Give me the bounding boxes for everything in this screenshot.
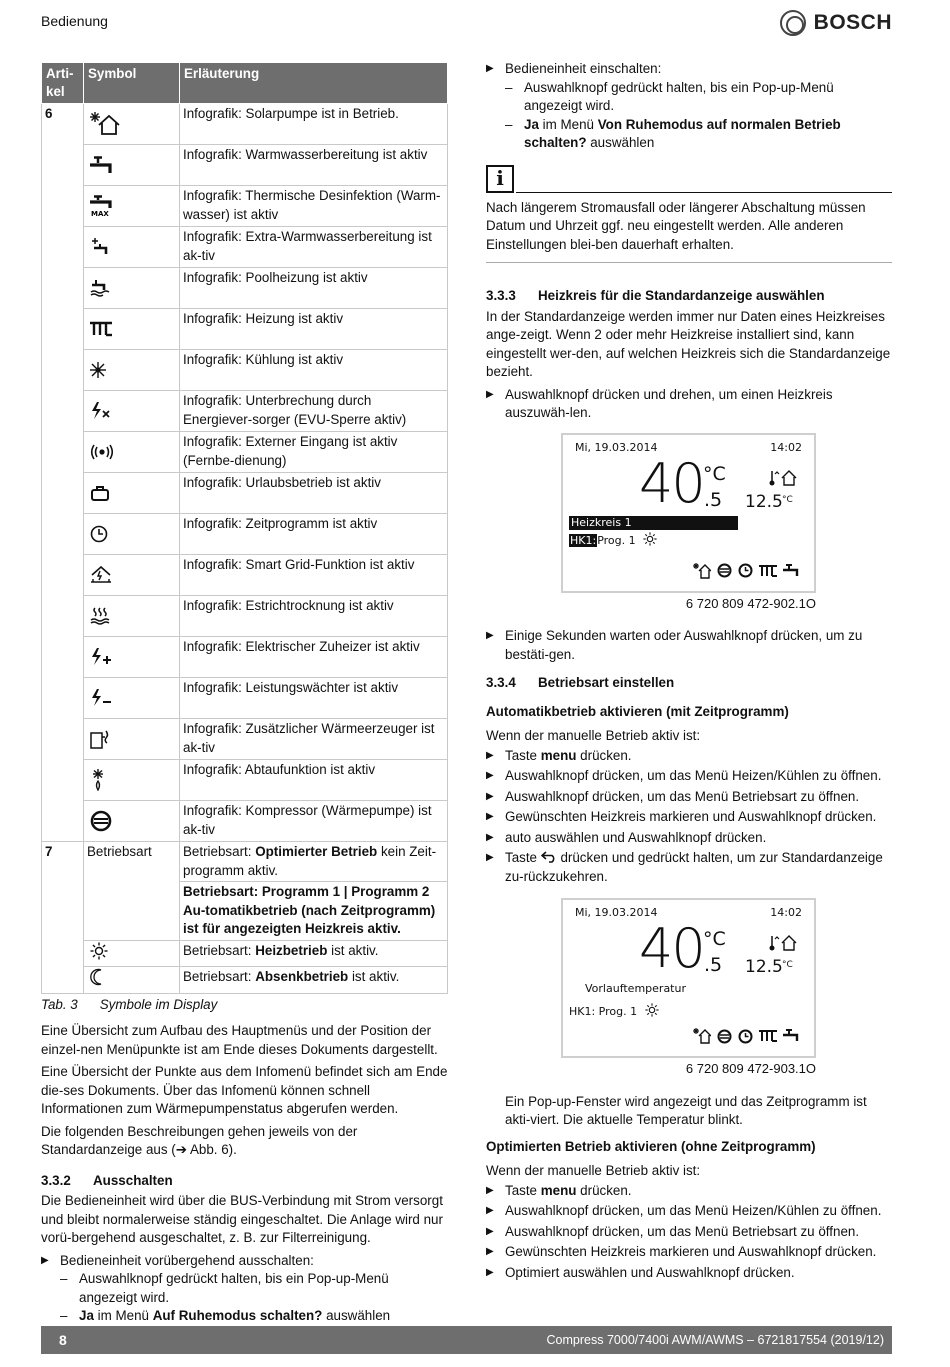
divider <box>516 192 892 193</box>
paragraph: Die Bedieneinheit wird über die BUS-Verbindung mit Strom versorgt und bleibt normalerweise ständig eingeschaltet. Die Anlage wird nur vorü-bergehend ausgeschaltet, z. B. zur Filterreinigung. <box>41 1193 443 1245</box>
dash-item: – Ja im Menü Auf Ruhemodus schalten? auswählen <box>41 1307 448 1326</box>
display-status-icons <box>693 563 801 579</box>
bullet-item: ▶ Auswahlknopf drücken, um das Menü Heizen/Kühlen zu öffnen. <box>486 1202 892 1221</box>
page-footer <box>41 1326 892 1354</box>
section-heading: 3.3.3 Heizkreis für die Standardanzeige auswählen <box>486 288 825 303</box>
clock-icon <box>738 1029 753 1044</box>
sub-heading: Automatikbetrieb aktivieren (mit Zeitprogramm) <box>486 703 789 719</box>
snowflake-icon <box>87 351 176 389</box>
clock-icon <box>738 563 753 578</box>
paragraph: In der Standardanzeige werden immer nur Daten eines Heizkreises ange-zeigt. Wenn 2 oder mehr Heizkreise installiert sind, kann eingestellt wer-den, auf welchen Heizkreis sich die Standardanzeige bezieht. <box>486 308 891 379</box>
controller-display-2 <box>561 898 816 1058</box>
page-number: 8 <box>59 1331 67 1348</box>
dash-item: – Auswahlknopf gedrückt halten, bis ein Pop-up-Menü angezeigt wird. <box>486 79 892 116</box>
table-row <box>42 596 448 637</box>
table-row <box>42 555 448 596</box>
table-row <box>42 967 448 994</box>
explanation: Infografik: Kühlung ist aktiv <box>180 350 448 391</box>
explanation: Infografik: Smart Grid-Funktion ist aktiv <box>180 555 448 596</box>
svg-text:MAX: MAX <box>91 210 109 217</box>
article-number: 7 <box>42 842 84 994</box>
defrost-icon <box>87 761 176 799</box>
document-id: Compress 7000/7400i AWM/AWMS – 6721817554 (2019/12) <box>546 1332 884 1347</box>
symbol-cell <box>84 555 180 596</box>
compressor-icon <box>87 802 176 840</box>
solar-pump-icon <box>693 563 711 579</box>
dash-item: – Auswahlknopf gedrückt halten, bis ein Pop-up-Menü angezeigt wird. <box>41 1270 448 1307</box>
table-row <box>42 637 448 678</box>
explanation: Infografik: Abtaufunktion ist aktiv <box>180 760 448 801</box>
table-row <box>42 227 448 268</box>
bullet-item: ▶ Auswahlknopf drücken, um das Menü Betriebsart zu öffnen. <box>486 1223 892 1242</box>
symbol-cell <box>84 104 180 145</box>
display-time: 14:02 <box>770 440 802 454</box>
explanation: Infografik: Zusätzlicher Wärmeerzeuger ist ak-tiv <box>180 719 448 760</box>
symbol-cell <box>84 719 180 760</box>
display-temperature: 40 <box>639 917 704 980</box>
header-section: Bedienung <box>41 13 108 29</box>
tap-extra-icon <box>87 228 176 266</box>
display-selected-circuit: Heizkreis 1 <box>569 516 738 530</box>
bullet-item: ▶ Gewünschten Heizkreis markieren und Auswahlknopf drücken. <box>486 1243 892 1262</box>
extra-heater-icon <box>87 720 176 758</box>
tap-max-icon <box>87 187 176 225</box>
symbol-cell <box>84 514 180 555</box>
bullet-item: ▶ Bedieneinheit einschalten: <box>486 60 892 79</box>
table-row <box>42 350 448 391</box>
explanation: Betriebsart: Optimierter Betrieb kein Zeit-programm aktiv. <box>180 842 448 882</box>
symbol-cell <box>84 596 180 637</box>
explanation: Infografik: Heizung ist aktiv <box>180 309 448 350</box>
symbol-cell <box>84 145 180 186</box>
tap-water-icon <box>783 564 801 578</box>
bullet-item: ▶ Bedieneinheit vorübergehend ausschalten: <box>41 1252 448 1271</box>
explanation: Infografik: Urlaubsbetrieb ist aktiv <box>180 473 448 514</box>
paragraph: Die folgenden Beschreibungen gehen jeweils von der Standardanzeige aus (➔ Abb. 6). <box>41 1123 358 1157</box>
section-heading: 3.3.4 Betriebsart einstellen <box>486 675 675 690</box>
bullet-item: ▶ Auswahlknopf drücken, um das Menü Heizen/Kühlen zu öffnen. <box>486 767 892 786</box>
symbol-cell <box>84 678 180 719</box>
explanation: Infografik: Kompressor (Wärmepumpe) ist ak-tiv <box>180 801 448 842</box>
symbol-cell <box>84 967 180 994</box>
solar-pump-icon <box>693 1028 711 1044</box>
explanation: Betriebsart: Absenkbetrieb ist aktiv. <box>180 967 448 994</box>
bullet-item: ▶ Optimiert auswählen und Auswahlknopf drücken. <box>486 1264 892 1283</box>
bullet-item: ▶ Auswahlknopf drücken und drehen, um einen Heizkreis auszuwäh-len. <box>486 386 892 423</box>
electric-plus-icon <box>87 638 176 676</box>
sun-icon <box>645 1003 659 1017</box>
table-row <box>42 104 448 145</box>
compressor-icon <box>717 563 732 578</box>
symbol-cell <box>84 637 180 678</box>
smart-grid-icon <box>87 556 176 594</box>
tap-water-icon <box>87 146 176 184</box>
solar-pump-icon <box>87 105 176 143</box>
display-temperature: 40 <box>639 451 704 515</box>
symbol-cell <box>84 350 180 391</box>
explanation: Infografik: Unterbrechung durch Energiever-sorger (EVU-Sperre aktiv) <box>180 391 448 432</box>
table-row <box>42 309 448 350</box>
table-row <box>42 432 448 473</box>
symbol-cell <box>84 227 180 268</box>
sun-icon <box>90 942 108 960</box>
pool-icon <box>87 269 176 307</box>
table-row <box>42 514 448 555</box>
bullet-item: ▶ Einige Sekunden warten oder Auswahlknopf drücken, um zu bestäti-gen. <box>486 627 892 664</box>
display-time: 14:02 <box>770 906 802 919</box>
table-row <box>42 842 448 882</box>
display-outdoor-temp: 12.5 <box>745 957 783 977</box>
display-unit: °C <box>703 462 726 485</box>
controller-display-1 <box>561 433 816 593</box>
table-row <box>42 186 448 227</box>
bullet-item: ▶ auto auswählen und Auswahlknopf drücken. <box>486 829 892 848</box>
display-decimal: .5 <box>704 954 723 976</box>
paragraph: Eine Übersicht zum Aufbau des Hauptmenüs und der Position der einzel-nen Menüpunkte ist am Ende dieses Dokuments dargestellt. <box>41 1023 438 1057</box>
article-number: 6 <box>42 104 84 842</box>
thermometer-house-icon <box>768 934 798 952</box>
table-row <box>42 473 448 514</box>
note-text: Nach längerem Stromausfall oder längerer Abschaltung müssen Datum und Uhrzeit ggf. neu eingestellt werden. Alle anderen Einstellungen blei-ben dauerhaft erhalten. <box>486 193 892 264</box>
display-outdoor-unit: °C <box>782 494 793 505</box>
display-status-icons <box>693 1028 801 1044</box>
explanation: Betriebsart: Programm 1 | Programm 2 Au-tomatikbetrieb (nach Zeitprogramm) ist für angezeigten Heizkreis aktiv. <box>180 882 448 941</box>
moon-icon <box>90 968 108 986</box>
symbol-cell <box>84 473 180 514</box>
table-row <box>42 801 448 842</box>
sun-icon <box>643 532 657 546</box>
explanation: Betriebsart: Heizbetrieb ist aktiv. <box>180 940 448 967</box>
display-program: HK1: Prog. 1 <box>569 1003 659 1018</box>
explanation: Infografik: Solarpumpe ist in Betrieb. <box>180 104 448 145</box>
display-date: Mi, 19.03.2014 <box>575 906 658 919</box>
figure-id: 6 720 809 472-902.1O <box>685 595 816 611</box>
explanation: Infografik: Warmwasserbereitung ist aktiv <box>180 145 448 186</box>
table-caption: Tab. 3 Symbole im Display <box>41 996 218 1012</box>
explanation: Infografik: Zeitprogramm ist aktiv <box>180 514 448 555</box>
info-icon: i <box>486 165 514 193</box>
external-input-icon <box>87 433 176 471</box>
display-unit: °C <box>703 928 726 950</box>
display-program: HK1:Prog. 1 <box>569 532 657 547</box>
paragraph: Ein Pop-up-Fenster wird angezeigt und das Zeitprogramm ist akti-viert. Die aktuelle Temperatur blinkt. <box>505 1093 867 1127</box>
screed-icon <box>87 597 176 635</box>
symbol-cell <box>84 268 180 309</box>
back-arrow-icon <box>541 851 557 863</box>
symbol-cell <box>84 801 180 842</box>
display-outdoor-unit: °C <box>782 960 793 970</box>
explanation: Infografik: Poolheizung ist aktiv <box>180 268 448 309</box>
bosch-armature-icon <box>780 10 806 36</box>
table-row <box>42 678 448 719</box>
figure-id: 6 720 809 472-903.1O <box>685 1061 816 1076</box>
thermometer-house-icon <box>768 469 798 487</box>
suitcase-icon <box>87 474 176 512</box>
note-header <box>486 165 892 193</box>
paragraph: Wenn der manuelle Betrieb aktiv ist: <box>486 1163 701 1178</box>
bullet-item: ▶ Auswahlknopf drücken, um das Menü Betriebsart zu öffnen. <box>486 788 892 807</box>
explanation: Infografik: Estrichtrocknung ist aktiv <box>180 596 448 637</box>
table-row <box>42 719 448 760</box>
explanation: Infografik: Thermische Desinfektion (Warm-wasser) ist aktiv <box>180 186 448 227</box>
bullet-item: ▶ Taste menu drücken. <box>486 747 892 766</box>
section-heading: 3.3.2 Ausschalten <box>41 1172 173 1188</box>
clock-icon <box>87 515 176 553</box>
table-row <box>42 940 448 967</box>
symbol-cell <box>84 186 180 227</box>
radiator-icon <box>759 1029 777 1043</box>
explanation: Infografik: Elektrischer Zuheizer ist aktiv <box>180 637 448 678</box>
symbol-cell <box>84 760 180 801</box>
table-row <box>42 145 448 186</box>
left-column <box>41 62 448 1326</box>
brand-logo <box>780 10 892 36</box>
col-header-explanation: Erläuterung <box>180 63 448 104</box>
power-block-icon <box>87 392 176 430</box>
col-header-article: Arti-kel <box>42 63 84 104</box>
explanation: Infografik: Externer Eingang ist aktiv (Fernbe-dienung) <box>180 432 448 473</box>
symbol-cell <box>84 391 180 432</box>
bullet-item: ▶ Taste menu drücken. <box>486 1182 892 1201</box>
radiator-icon <box>87 310 176 348</box>
radiator-icon <box>759 564 777 578</box>
paragraph: Wenn der manuelle Betrieb aktiv ist: <box>486 728 701 743</box>
display-date: Mi, 19.03.2014 <box>575 440 658 454</box>
right-column <box>486 60 892 1282</box>
electric-minus-icon <box>87 679 176 717</box>
explanation: Infografik: Extra-Warmwasserbereitung ist ak-tiv <box>180 227 448 268</box>
compressor-icon <box>717 1029 732 1044</box>
symbol-cell <box>84 309 180 350</box>
sub-heading: Optimierten Betrieb aktivieren (ohne Zeitprogramm) <box>486 1138 816 1154</box>
paragraph: Eine Übersicht der Punkte aus dem Infomenü befindet sich am Ende die-ses Dokuments. Über das Infomenü können schnell Informationen zum Wärmepumpenstatus abgerufen werden. <box>41 1064 448 1116</box>
explanation: Infografik: Leistungswächter ist aktiv <box>180 678 448 719</box>
display-label: Vorlauftemperatur <box>585 982 686 995</box>
bullet-item: ▶ Taste drücken und gedrückt halten, um zur Standardanzeige zu-rückzukehren. <box>486 849 892 886</box>
dash-item: – Ja im Menü Von Ruhemodus auf normalen Betrieb schalten? auswählen <box>486 116 892 153</box>
display-outdoor-temp: 12.5 <box>745 491 783 512</box>
symbol-text: Betriebsart <box>84 842 180 941</box>
symbol-cell <box>84 940 180 967</box>
symbols-table <box>41 62 448 994</box>
symbol-cell <box>84 432 180 473</box>
brand-name: BOSCH <box>813 10 892 34</box>
table-row <box>42 760 448 801</box>
display-decimal: .5 <box>704 488 723 511</box>
bullet-item: ▶ Gewünschten Heizkreis markieren und Auswahlknopf drücken. <box>486 808 892 827</box>
table-row <box>42 268 448 309</box>
col-header-symbol: Symbol <box>84 63 180 104</box>
tap-water-icon <box>783 1029 801 1043</box>
table-row <box>42 391 448 432</box>
